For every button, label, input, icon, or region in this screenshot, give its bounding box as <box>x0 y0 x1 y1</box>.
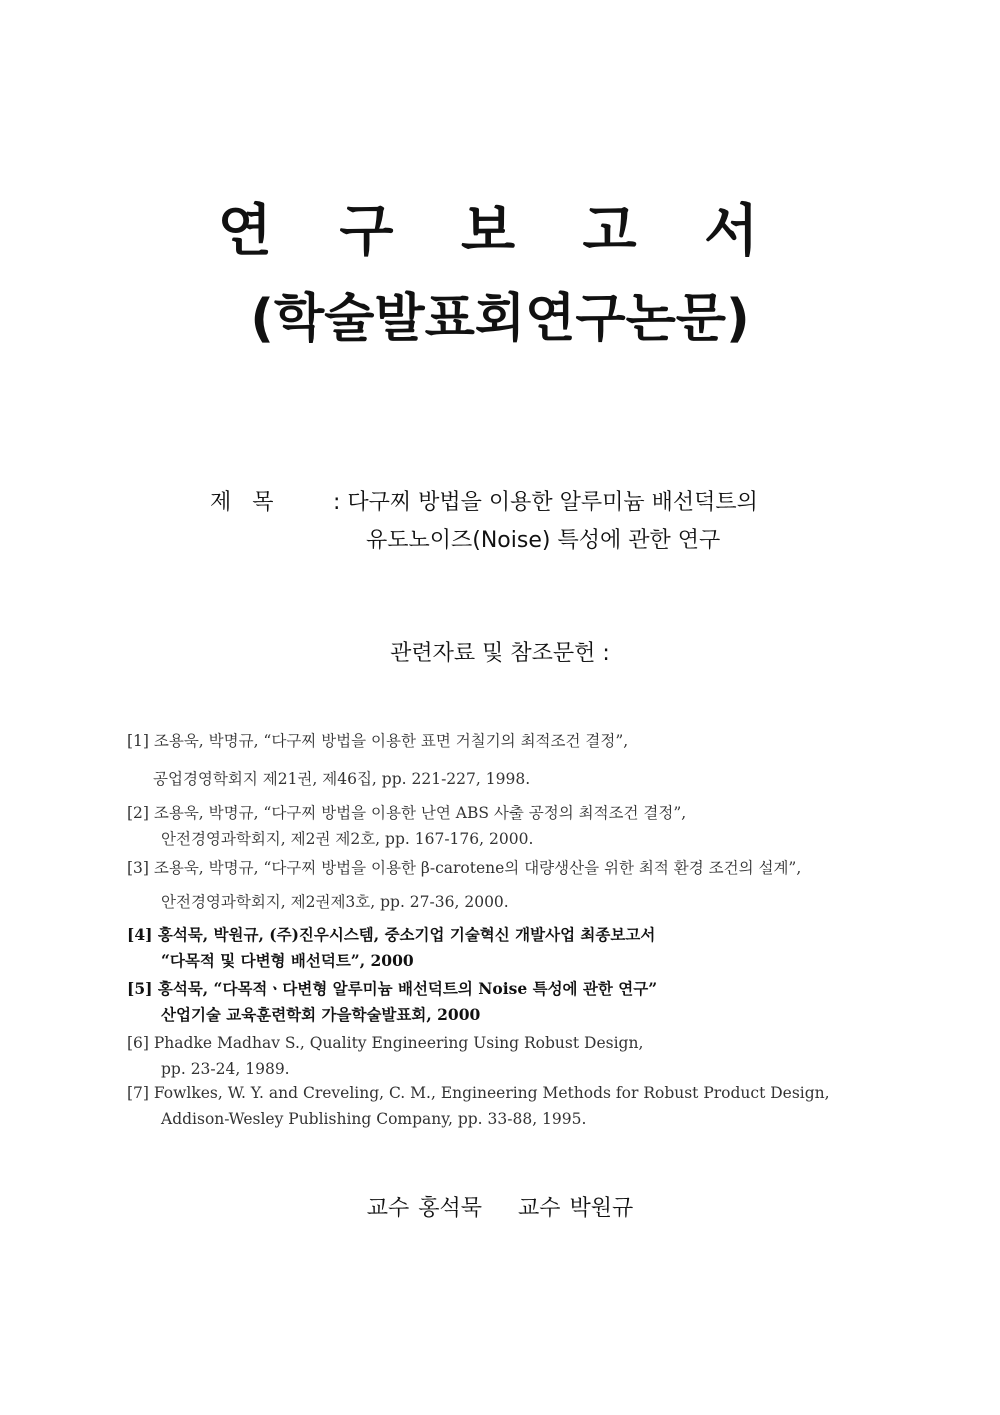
reference-item-6 <box>127 1030 643 1082</box>
reference-3-line-2: 안전경영과학회지, 제2권제3호, pp. 27-36, 2000. <box>161 893 509 911</box>
reference-item-4 <box>127 922 655 974</box>
reference-5-line-2: 산업기술 교육훈련학회 가을학술발표회, 2000 <box>161 1005 481 1024</box>
authors-footer: 교수 홍석묵 교수 박원규 <box>366 1196 634 1221</box>
reference-2-line-1: [2] 조용욱, 박명규, “다구찌 방법을 이용한 난연 ABS 사출 공정의 최적조건 결정”, <box>127 804 687 822</box>
reference-1-line-2: 공업경영학회지 제21권, 제46집, pp. 221-227, 1998. <box>153 770 531 788</box>
reference-2-line-2: 안전경영과학회지, 제2권 제2호, pp. 167-176, 2000. <box>161 830 534 848</box>
reference-4-line-1: [4] 홍석묵, 박원규, (주)진우시스템, 중소기업 기술혁신 개발사업 최종보고서 <box>127 925 656 944</box>
reference-3-line-1: [3] 조용욱, 박명규, “다구찌 방법을 이용한 β-carotene의 대량생산을 위한 최적 환경 조건의 설계”, <box>127 859 802 877</box>
report-title: 연 구 보 고 서 <box>217 199 783 264</box>
reference-7-line-2: Addison-Wesley Publishing Company, pp. 33-88, 1995. <box>161 1110 587 1128</box>
reference-4-line-2: “다목적 및 다변형 배선덕트”, 2000 <box>161 951 414 970</box>
reference-item-3 <box>127 855 801 915</box>
subject-line-2: 유도노이즈(Noise) 특성에 관한 연구 <box>366 528 721 553</box>
reference-item-2 <box>127 800 686 852</box>
subject-label: 제 목 <box>210 490 274 515</box>
report-subtitle: (학술발표회연구논문) <box>250 289 750 349</box>
reference-6-line-2: pp. 23-24, 1989. <box>161 1060 290 1078</box>
reference-item-7 <box>127 1080 830 1132</box>
reference-1-line-1: [1] 조용욱, 박명규, “다구찌 방법을 이용한 표면 거칠기의 최적조건 결정”, <box>127 732 629 750</box>
subject-line-1: 다구찌 방법을 이용한 알루미늄 배선덕트의 <box>347 490 758 515</box>
reference-item-1 <box>127 728 628 792</box>
reference-item-5 <box>127 976 657 1028</box>
reference-6-line-1: [6] Phadke Madhav S., Quality Engineering Using Robust Design, <box>127 1034 644 1052</box>
references-heading: 관련자료 및 참조문헌 : <box>390 641 610 666</box>
reference-5-line-1: [5] 홍석묵, “다목적ㆍ다변형 알루미늄 배선덕트의 Noise 특성에 관한 연구” <box>127 979 658 998</box>
subject-block <box>210 484 758 560</box>
reference-7-line-1: [7] Fowlkes, W. Y. and Creveling, C. M., Engineering Methods for Robust Product Design, <box>127 1084 830 1102</box>
subject-colon: : <box>326 490 348 515</box>
